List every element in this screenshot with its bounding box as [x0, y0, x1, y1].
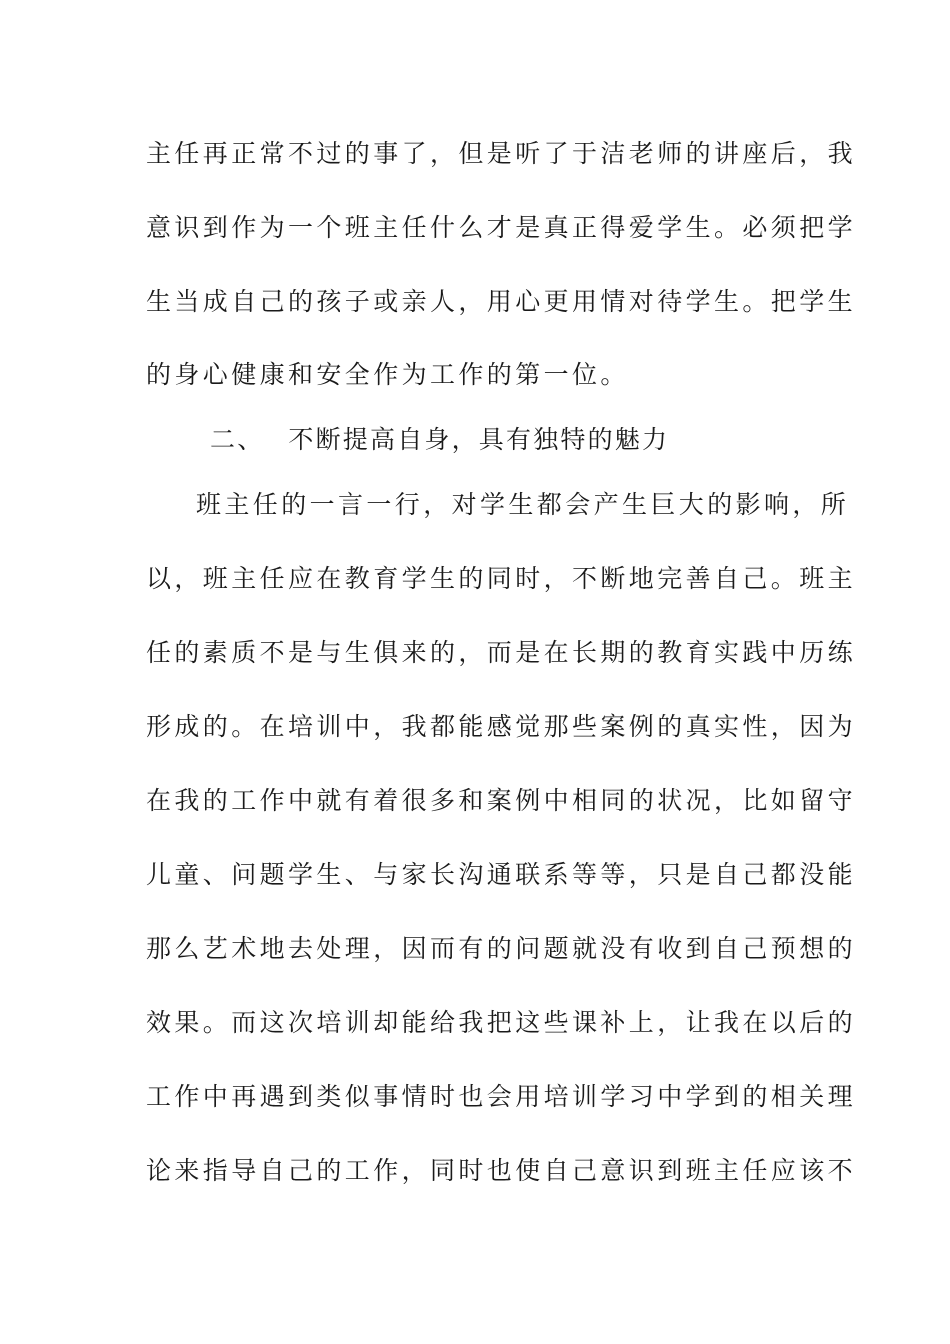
paragraph-line: 生当成自己的孩子或亲人，用心更用情对待学生。把学生	[146, 287, 857, 316]
paragraph-line: 在我的工作中就有着很多和案例中相同的状况，比如留守	[146, 786, 857, 815]
paragraph-line: 形成的。在培训中，我都能感觉那些案例的真实性，因为	[146, 712, 857, 741]
paragraph-line: 以，班主任应在教育学生的同时，不断地完善自己。班主	[146, 564, 857, 593]
paragraph-line: 论来指导自己的工作，同时也使自己意识到班主任应该不	[146, 1156, 857, 1185]
section-title: 不断提高自身，具有独特的魅力	[288, 425, 670, 454]
section-number: 二、	[210, 425, 265, 454]
paragraph-line: 效果。而这次培训却能给我把这些课补上，让我在以后的	[146, 1008, 857, 1037]
section-heading	[210, 425, 669, 455]
paragraph-line: 主任再正常不过的事了，但是听了于洁老师的讲座后，我	[146, 139, 857, 168]
paragraph-line: 那么艺术地去处理，因而有的问题就没有收到自己预想的	[146, 934, 857, 963]
paragraph-line: 班主任的一言一行，对学生都会产生巨大的影响，所	[196, 490, 850, 519]
paragraph-line: 意识到作为一个班主任什么才是真正得爱学生。必须把学	[146, 213, 857, 242]
paragraph-line: 任的素质不是与生俱来的，而是在长期的教育实践中历练	[146, 638, 857, 667]
paragraph-line: 儿童、问题学生、与家长沟通联系等等，只是自己都没能	[146, 860, 857, 889]
paragraph-line: 的身心健康和安全作为工作的第一位。	[146, 360, 629, 389]
paragraph-line: 工作中再遇到类似事情时也会用培训学习中学到的相关理	[146, 1082, 857, 1111]
